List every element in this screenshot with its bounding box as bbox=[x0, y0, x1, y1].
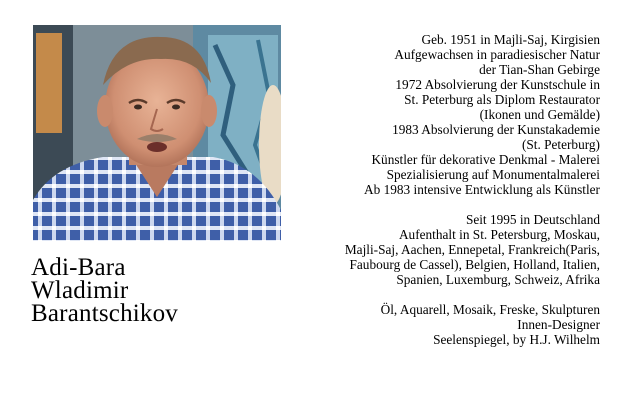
paragraph-gap bbox=[270, 197, 600, 212]
bio-line: Seit 1995 in Deutschland bbox=[465, 212, 600, 227]
paragraph-gap bbox=[270, 287, 600, 302]
artist-name-line-1: Adi-Bara bbox=[31, 254, 126, 281]
biography-text bbox=[270, 32, 600, 347]
bio-line: St. Peterburg als Diplom Restaurator bbox=[404, 92, 600, 107]
bio-line: Öl, Aquarell, Mosaik, Freske, Skulpturen bbox=[380, 302, 600, 317]
bio-line: Künstler für dekorative Denkmal - Malerei bbox=[371, 152, 600, 167]
bio-line: Ab 1983 intensive Entwicklung als Künstler bbox=[364, 182, 600, 197]
bio-line: 1983 Absolvierung der Kunstakademie bbox=[392, 122, 600, 137]
bio-line: Innen-Designer bbox=[517, 317, 600, 332]
bio-line: Aufenthalt in St. Petersburg, Moskau, bbox=[398, 227, 600, 242]
bio-line: Spanien, Luxemburg, Schweiz, Afrika bbox=[396, 272, 600, 287]
bio-line: Faubourg de Cassel), Belgien, Holland, Italien, bbox=[349, 257, 600, 272]
bio-line: (Ikonen und Gemälde) bbox=[479, 107, 600, 122]
bio-line: Majli-Saj, Aachen, Ennepetal, Frankreich(Paris, bbox=[344, 242, 600, 257]
artist-name-line-2: Wladimir bbox=[31, 277, 129, 304]
bio-line: Aufgewachsen in paradiesischer Natur bbox=[394, 47, 600, 62]
artist-name-line-3: Barantschikov bbox=[31, 300, 179, 327]
bio-line: Seelenspiegel, by H.J. Wilhelm bbox=[433, 332, 600, 347]
bio-line: der Tian-Shan Gebirge bbox=[479, 62, 600, 77]
bio-line: Spezialisierung auf Monumentalmalerei bbox=[386, 167, 600, 182]
portrait-photo bbox=[33, 25, 281, 241]
portrait-image bbox=[33, 25, 281, 241]
artist-name bbox=[31, 256, 271, 325]
bio-line: Geb. 1951 in Majli-Saj, Kirgisien bbox=[421, 32, 600, 47]
bio-line: 1972 Absolvierung der Kunstschule in bbox=[395, 77, 600, 92]
bio-line: (St. Peterburg) bbox=[521, 137, 600, 152]
